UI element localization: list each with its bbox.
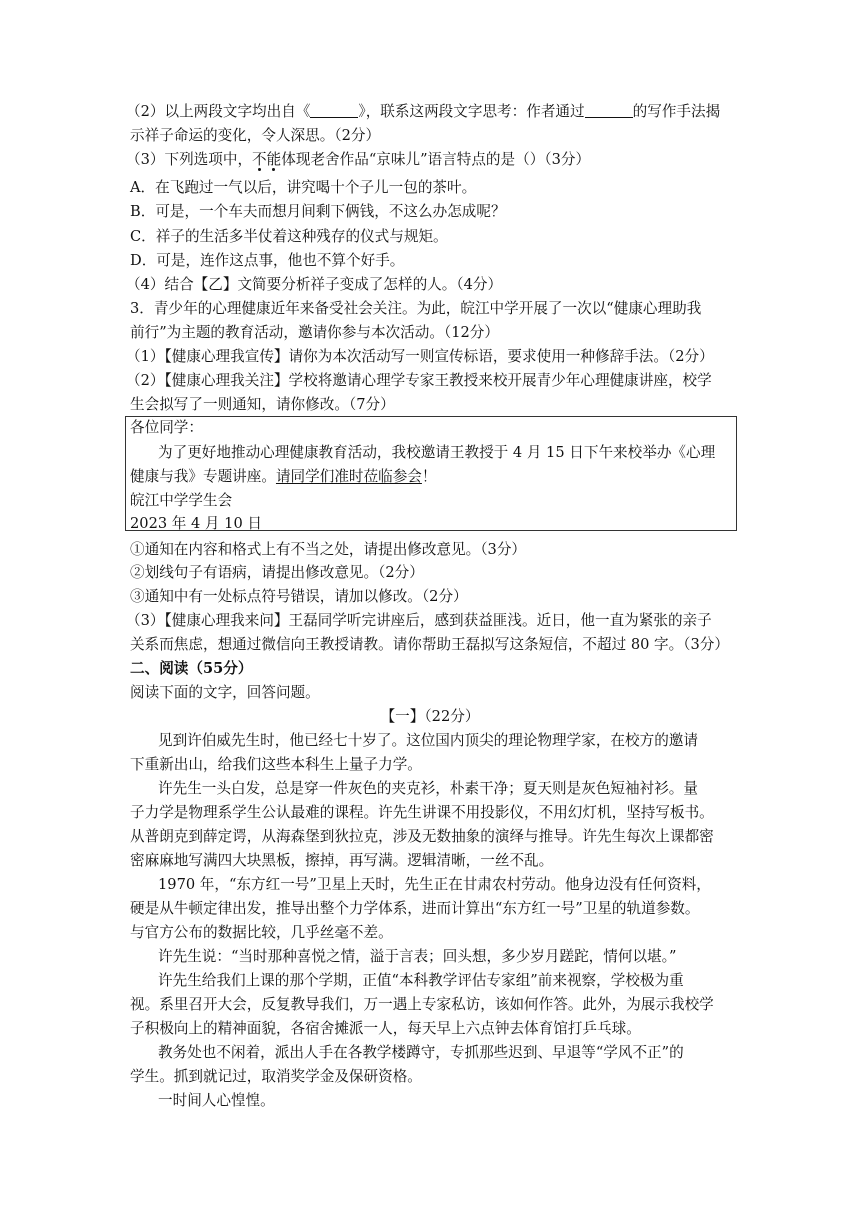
passage-line: 学生。抓到就记过，取消奖学金及保研资格。 [130,1068,422,1085]
question-3-item-2: ②划线句子有语病，请提出修改意见。（2分） [130,564,424,581]
question-3-line1: 3．青少年的心理健康近年来备受社会关注。为此，皖江中学开展了一次以“健康心理助我 [130,300,702,317]
answer-blank-technique[interactable] [585,103,633,118]
passage-line: 下重新出山，给我们这些本科生上量子力学。 [130,756,422,773]
notice-body-line2: 健康与我》专题讲座。请同学们准时莅临参会！ [130,468,437,485]
question-2-2-line2: 示祥子命运的变化，令人深思。（2分） [130,127,381,144]
emphasis-char-neng: 能 [266,151,282,168]
passage-line: 子积极向上的精神面貌，各宿舍摊派一人，每天早上六点钟去体育馆打乒乓球。 [130,1020,641,1037]
question-3-item-1: ①通知在内容和格式上有不当之处，请提出修改意见。（3分） [130,541,527,558]
passage-line: 见到许伯威先生时，他已经七十岁了。这位国内顶尖的理论物理学家，在校方的邀请 [158,732,698,749]
notice-signature: 皖江中学学生会 [130,492,233,509]
question-3-2-line1: （2）【健康心理我关注】学校将邀请心理学专家王教授来校开展青少年心理健康讲座，校学 [126,372,712,389]
question-3-3-line2: 关系而焦虑，想通过微信向王教授请教。请你帮助王磊拟写这条短信，不超过 80 字。（3分） [130,636,729,653]
option-a: A．在飞跑过一气以后，讲究喝十个子儿一包的茶叶。 [130,179,477,196]
question-3-3-line1: （3）【健康心理我来问】王磊同学听完讲座后，感到获益匪浅。近日，他一直为紧张的亲子 [126,612,712,629]
passage-line: 密麻麻地写满四大块黑板，擦掉，再写满。逻辑清晰，一丝不乱。 [130,852,554,869]
question-3-item-3: ③通知中有一处标点符号错误，请加以修改。（2分） [130,588,468,605]
question-3-1: （1）【健康心理我宣传】请你为本次活动写一则宣传标语，要求使用一种修辞手法。（2分） [126,348,714,365]
passage-line: 一时间人心惶惶。 [158,1092,275,1109]
option-d: D．可是，连作这点事，他也不算个好手。 [130,252,405,269]
passage-line: 许先生一头白发，总是穿一件灰色的夹克衫，朴素干净；夏天则是灰色短袖衬衫。量 [158,780,698,797]
section-2-instruction: 阅读下面的文字，回答问题。 [130,684,320,701]
emphasis-char-bu: 不 [252,151,267,168]
passage-line: 许先生说：“当时那种喜悦之情，溢于言表；回头想，多少岁月蹉跎，情何以堪。” [158,948,677,965]
passage-line: 从普朗克到薛定谔，从海森堡到狄拉克，涉及无数抽象的演绎与推导。许先生每次上课都密 [130,828,714,845]
passage-line: 1970 年，“东方红一号”卫星上天时，先生正在甘肃农村劳动。他身边没有任何资料， [158,876,711,893]
question-3-2-line2: 生会拟写了一则通知，请你修改。（7分） [130,396,395,413]
notice-salutation: 各位同学： [130,419,203,436]
underlined-sentence: 请同学们准时莅临参会 [275,468,422,485]
question-3-line2: 前行”为主题的教育活动，邀请你参与本次活动。（12分） [130,324,499,341]
question-2-4: （4）结合【乙】文简要分析祥子变成了怎样的人。（4分） [126,276,503,293]
passage-line: 与官方公布的数据比较，几乎丝毫不差。 [130,924,393,941]
notice-date: 2023 年 4 月 10 日 [130,515,262,532]
notice-body-line1: 为了更好地推动心理健康教育活动，我校邀请王教授于 4 月 15 日下午来校举办《心理 [158,444,716,461]
section-2-heading: 二、阅读（55分） [130,660,253,677]
passage-line: 子力学是物理系学生公认最难的课程。许先生讲课不用投影仪，不用幻灯机，坚持写板书。 [130,804,714,821]
passage-line: 许先生给我们上课的那个学期，正值“本科教学评估专家组”前来视察，学校极为重 [158,972,684,989]
option-c: C．祥子的生活多半仗着这种残存的仪式与规矩。 [130,228,448,245]
option-b: B．可是，一个车夫而想月间剩下俩钱，不这么办怎成呢？ [130,203,506,220]
part-1-title: 【一】（22分） [380,708,480,725]
passage-line: 教务处也不闲着，派出人手在各教学楼蹲守，专抓那些迟到、早退等“学风不正”的 [158,1044,684,1061]
passage-line: 视。系里召开大会，反复教导我们，万一遇上专家私访，该如何作答。此外，为展示我校学 [130,996,714,1013]
answer-blank-book[interactable] [310,103,358,118]
question-2-3: （3）下列选项中，不能体现老舍作品“京味儿”语言特点的是（）（3分） [126,151,591,168]
passage-line: 硬是从牛顿定律出发，推导出整个力学体系，进而计算出“东方红一号”卫星的轨道参数。 [130,900,700,917]
question-2-2-line1: （2）以上两段文字均出自《 》，联系这两段文字思考：作者通过 的写作手法揭 [126,103,721,120]
